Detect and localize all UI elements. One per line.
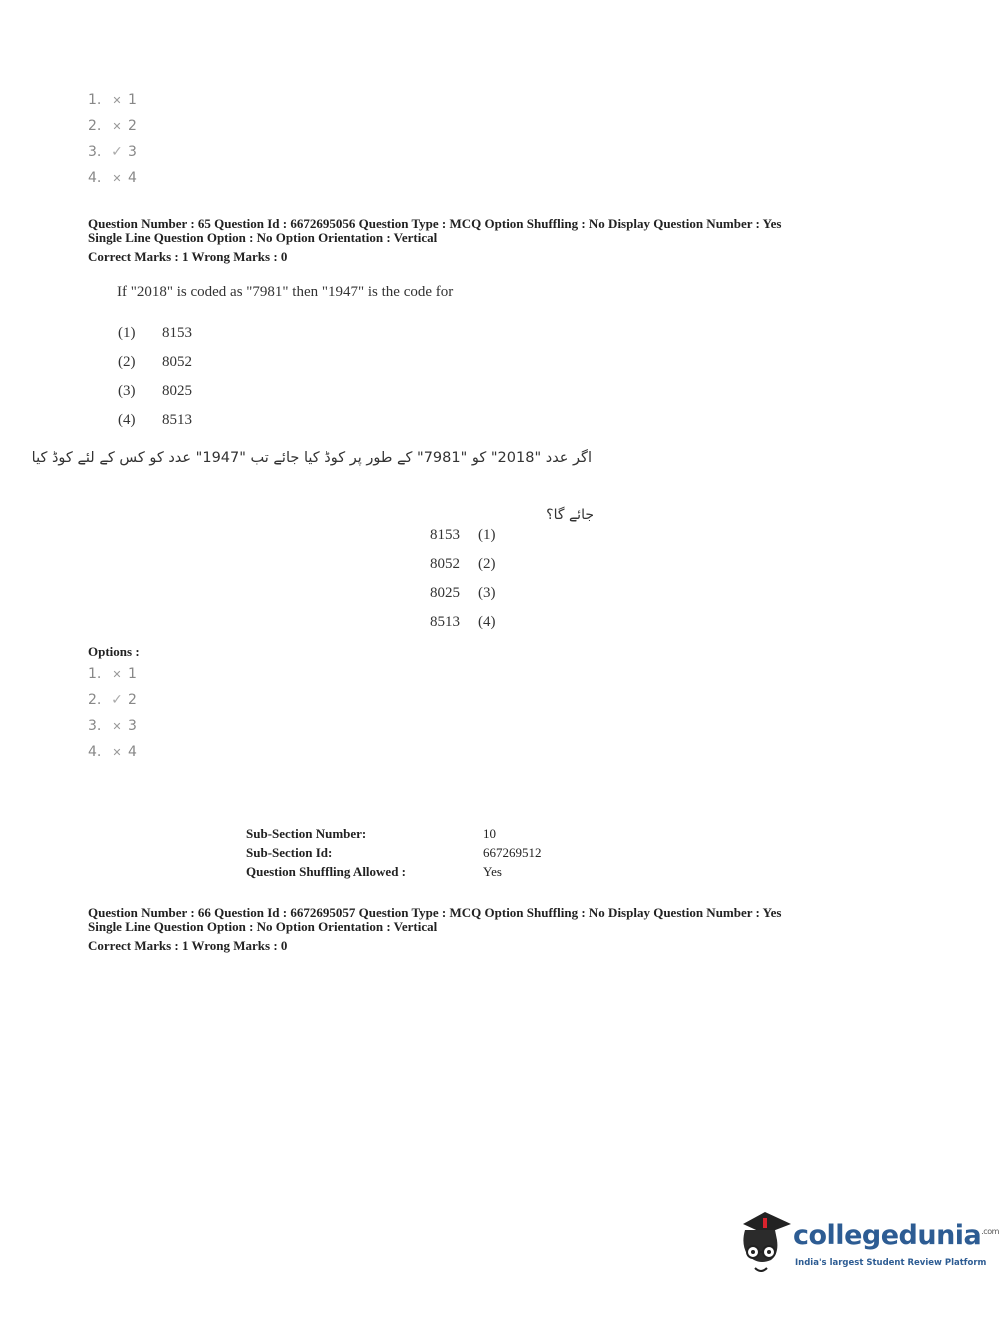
logo-brand-text: collegedunia	[793, 1220, 982, 1251]
q65-meta-line1: Question Number : 65 Question Id : 6672695056 Question Type : MCQ Option Shuffling : No Display Question Number : Yes	[88, 216, 782, 231]
q65-urdu-question-line2: جائے گا؟	[546, 507, 594, 523]
cross-icon: ✕	[112, 120, 122, 133]
collegedunia-logo	[735, 1210, 999, 1282]
q66-meta-line1: Question Number : 66 Question Id : 6672695057 Question Type : MCQ Option Shuffling : No Display Question Number : Yes	[88, 905, 782, 920]
q65-urdu-question-line1: اگر عدد "2018" کو "7981" کے طور پر کوڈ کیا جائے تب "1947" عدد کو کس کے لئے کوڈ کیا	[31, 450, 592, 466]
q65-meta-line2: Single Line Question Option : No Option Orientation : Vertical	[88, 230, 438, 245]
q65-urdu-choice-3: 8025 (3)	[430, 585, 496, 601]
checkmark-icon: ✓	[111, 692, 123, 708]
q66-meta-line2: Single Line Question Option : No Option Orientation : Vertical	[88, 919, 438, 934]
prev-option-2: 2. ✕ 2	[88, 116, 137, 136]
checkmark-icon: ✓	[111, 144, 123, 160]
cross-icon: ✕	[112, 720, 122, 733]
q65-question-text: If "2018" is coded as "7981" then "1947" is the code for	[117, 284, 454, 300]
q65-urdu-choice-2: 8052 (2)	[430, 556, 496, 572]
subsection-id-label: Sub-Section Id:	[246, 845, 333, 860]
options-label: Options :	[88, 644, 140, 659]
cross-icon: ✕	[112, 94, 122, 107]
subsection-number-value: 10	[483, 826, 496, 841]
logo-tld-text: .com	[981, 1227, 999, 1236]
q65-option-2: 2. ✓ 2	[88, 692, 137, 708]
prev-option-3: 3. ✓ 3	[88, 144, 137, 160]
q65-choice-2: (2) 8052	[118, 354, 192, 370]
q66-meta-line3: Correct Marks : 1 Wrong Marks : 0	[88, 938, 288, 953]
q65-option-3: 3. ✕ 3	[88, 716, 137, 736]
q65-choice-3: (3) 8025	[118, 383, 192, 399]
q65-choice-1: (1) 8153	[118, 325, 192, 341]
prev-option-1: 1. ✕ 1	[88, 90, 137, 110]
prev-option-4: 4. ✕ 4	[88, 168, 137, 188]
q65-choice-4: (4) 8513	[118, 412, 192, 428]
mascot-icon	[735, 1210, 797, 1280]
q65-urdu-choice-4: 8513 (4)	[430, 614, 496, 630]
q65-urdu-choice-1: 8153 (1)	[430, 527, 496, 543]
q65-meta-line3: Correct Marks : 1 Wrong Marks : 0	[88, 249, 288, 264]
q65-option-4: 4. ✕ 4	[88, 742, 137, 762]
question-shuffling-value: Yes	[483, 864, 502, 879]
subsection-number-label: Sub-Section Number:	[246, 826, 367, 841]
question-shuffling-label: Question Shuffling Allowed :	[246, 864, 407, 879]
cross-icon: ✕	[112, 746, 122, 759]
cross-icon: ✕	[112, 172, 122, 185]
logo-tagline: India's largest Student Review Platform	[795, 1258, 987, 1268]
subsection-id-value: 667269512	[483, 845, 542, 860]
q65-option-1: 1. ✕ 1	[88, 664, 137, 684]
cross-icon: ✕	[112, 668, 122, 681]
